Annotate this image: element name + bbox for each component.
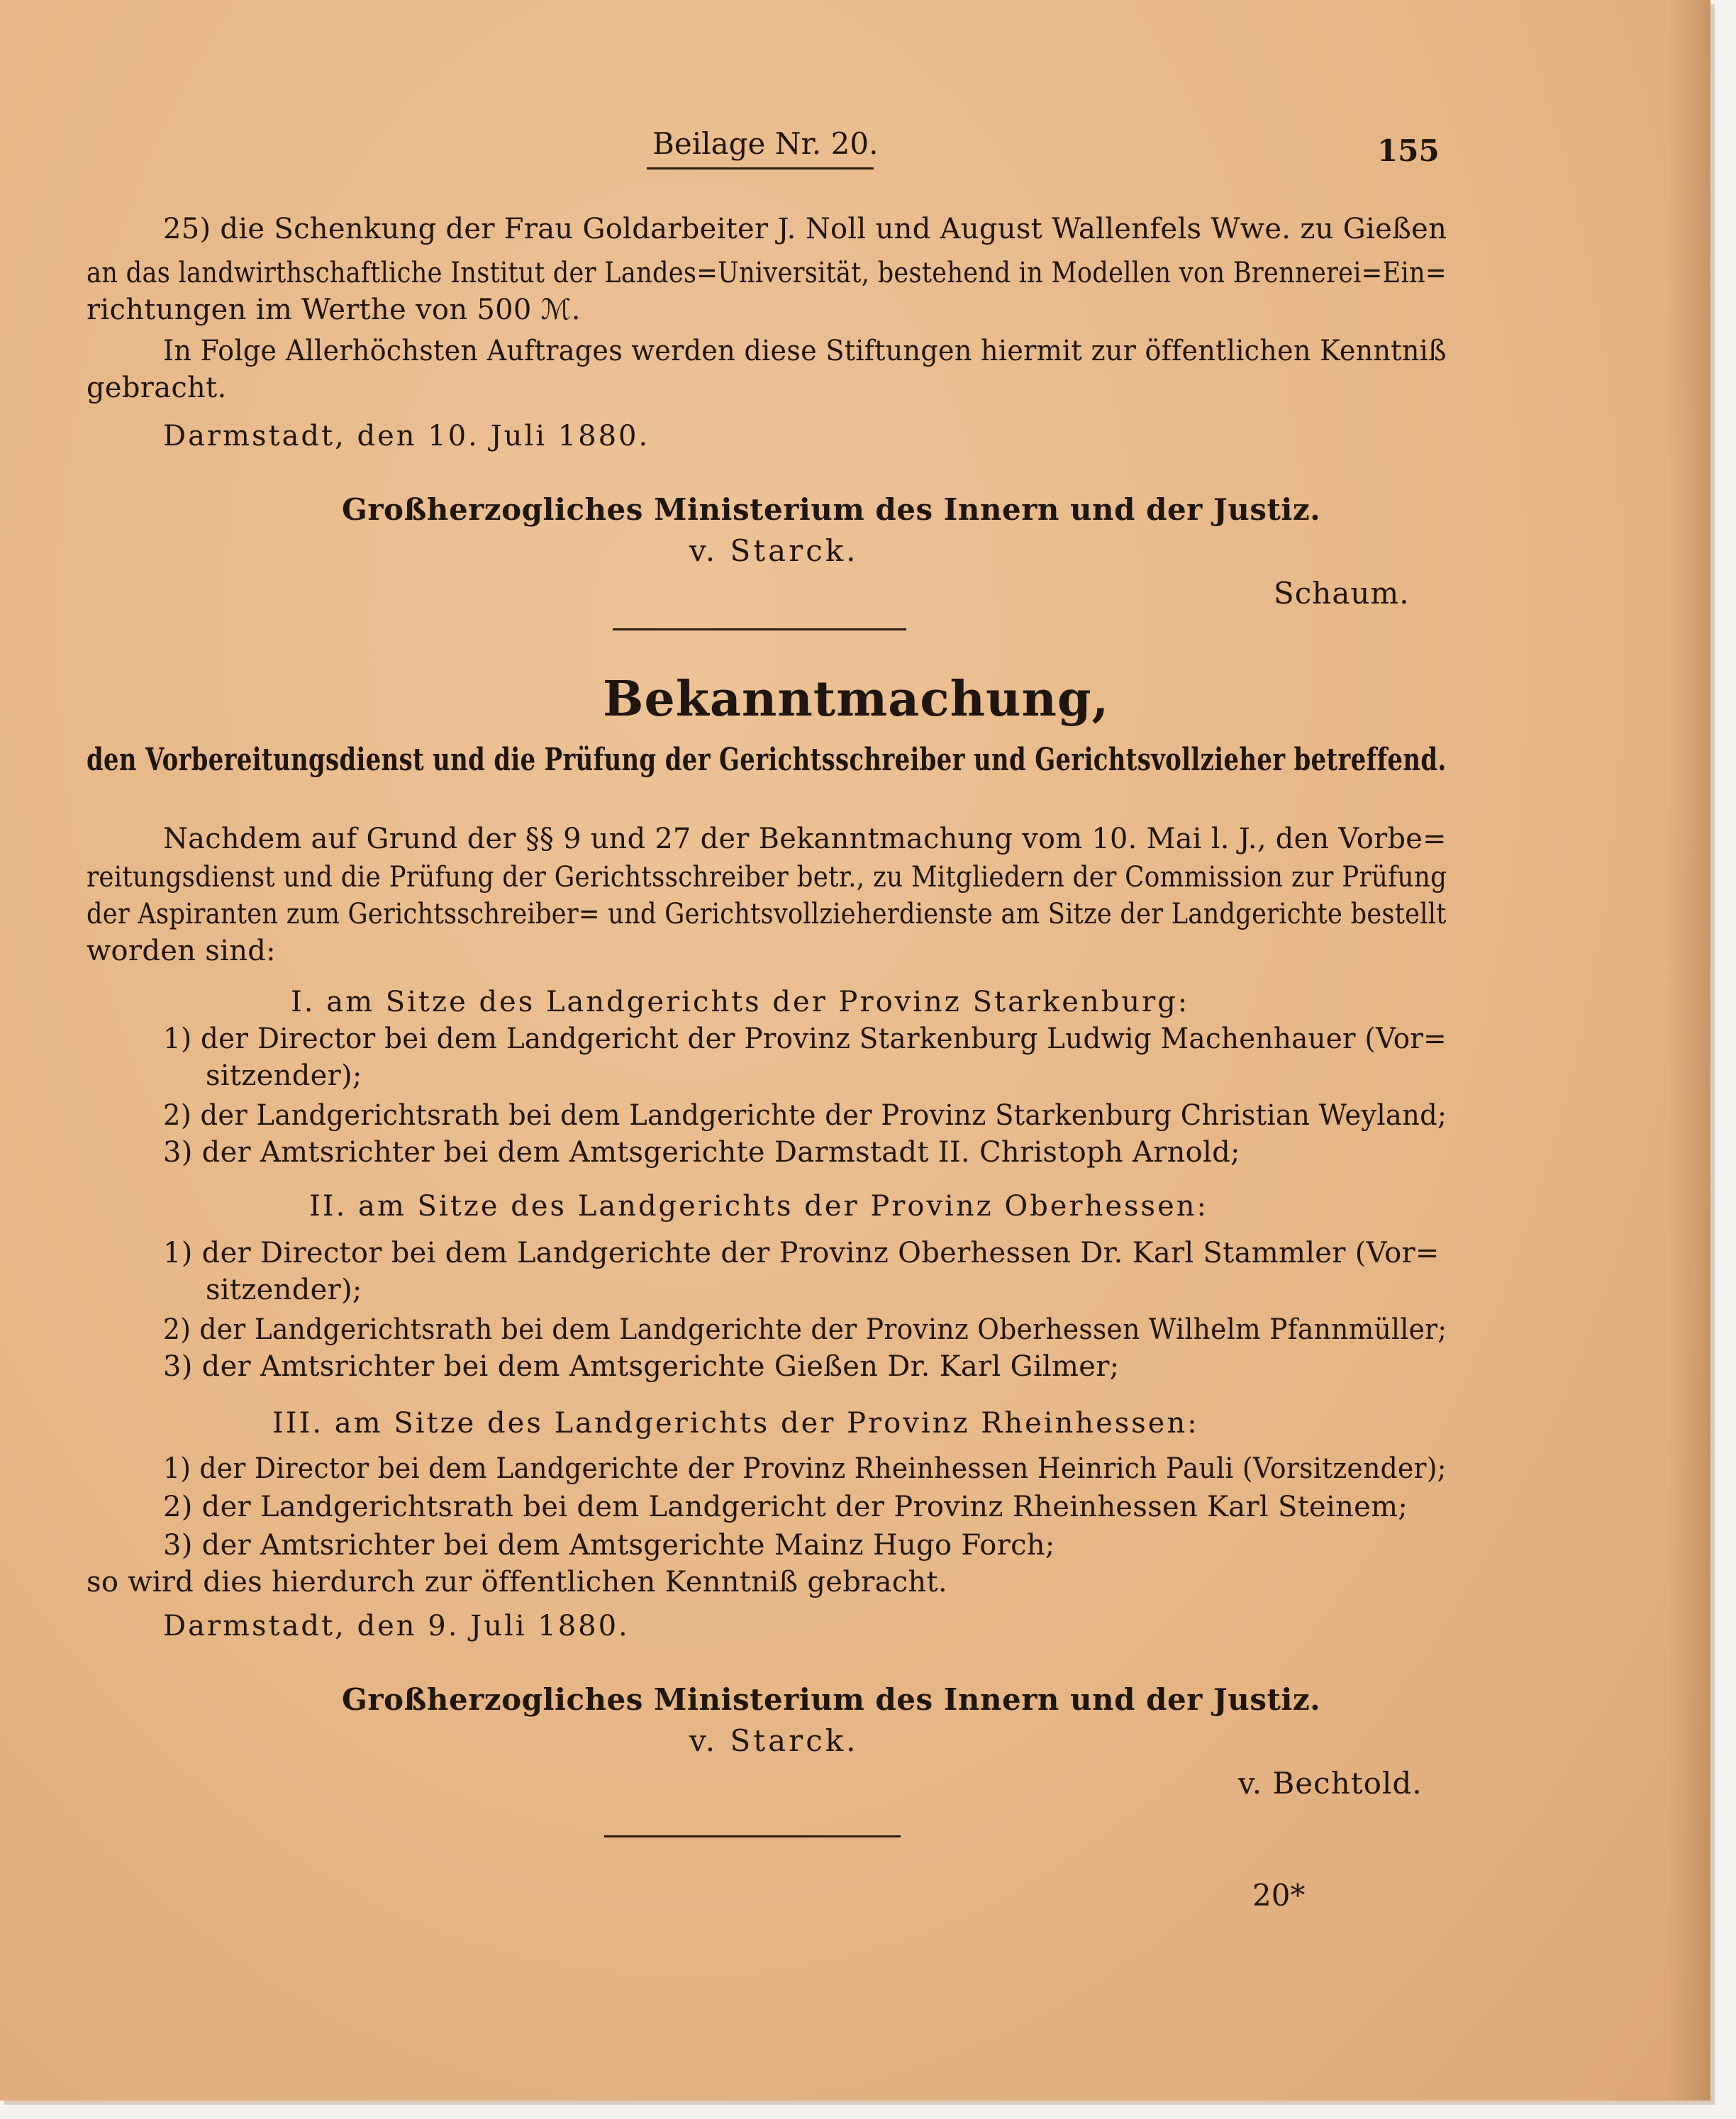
intro-line-3: der Aspiranten zum Gerichtsschreiber= und Gerichtsvollzieherdienste am Sitze der Landgerichte bestellt <box>87 898 1447 930</box>
section2-signature: v. Starck. <box>689 1723 859 1758</box>
group-2-line-3: 2) der Landgerichtsrath bei dem Landgerichte der Provinz Oberhessen Wilhelm Pfannmüller; <box>163 1313 1447 1346</box>
group-2-line-2: sitzender); <box>206 1274 362 1306</box>
section1-cosignature: Schaum. <box>1274 576 1410 611</box>
group-1-line-4: 3) der Amtsrichter bei dem Amtsgerichte Darmstadt II. Christoph Arnold; <box>163 1136 1240 1169</box>
page-edge-shadow <box>1668 0 1710 2101</box>
section1-signature: v. Starck. <box>689 533 859 568</box>
group-1-heading: I. am Sitze des Landgerichts der Provinz Starkenburg: <box>291 986 1190 1018</box>
intro-line-1: Nachdem auf Grund der §§ 9 und 27 der Bekanntmachung vom 10. Mai l. J., den Vorbe= <box>163 823 1447 855</box>
closing-line: so wird dies hierdurch zur öffentlichen Kenntniß gebracht. <box>87 1566 947 1598</box>
group-1-line-2: sitzender); <box>206 1060 362 1092</box>
section1-line-1: 25) die Schenkung der Frau Goldarbeiter J. Noll und August Wallenfels Wwe. zu Gießen <box>163 213 1447 245</box>
section2-date: Darmstadt, den 9. Juli 1880. <box>163 1610 630 1642</box>
group-2-heading: II. am Sitze des Landgerichts der Provinz Oberhessen: <box>309 1190 1208 1223</box>
announcement-title: Bekanntmachung, <box>603 671 1110 728</box>
section-divider-1 <box>613 628 906 630</box>
group-1-line-3: 2) der Landgerichtsrath bei dem Landgerichte der Provinz Starkenburg Christian Weyland; <box>163 1099 1447 1132</box>
section1-ministry: Großherzogliches Ministerium des Innern und der Justiz. <box>342 492 1321 527</box>
group-3-line-1: 1) der Director bei dem Landgerichte der Provinz Rheinhessen Heinrich Pauli (Vorsitzender); <box>163 1452 1447 1485</box>
section1-line-3: richtungen im Werthe von 500 ℳ. <box>87 294 581 326</box>
group-2-line-4: 3) der Amtsrichter bei dem Amtsgerichte Gießen Dr. Karl Gilmer; <box>163 1350 1120 1383</box>
header-title: Beilage Nr. 20. <box>652 126 879 161</box>
section1-line-4: In Folge Allerhöchsten Auftrages werden diese Stiftungen hiermit zur öffentlichen Kenntniß <box>163 335 1447 367</box>
group-3-heading: III. am Sitze des Landgerichts der Provinz Rheinhessen: <box>272 1407 1199 1440</box>
intro-line-4: worden sind: <box>87 935 276 967</box>
section1-line-2: an das landwirthschaftliche Institut der Landes=Universität, bestehend in Modellen von Brennerei=Ein= <box>87 257 1447 289</box>
section-divider-2 <box>604 1835 901 1837</box>
group-2-line-1: 1) der Director bei dem Landgerichte der Provinz Oberhessen Dr. Karl Stammler (Vor= <box>163 1237 1440 1269</box>
page-number: 155 <box>1377 133 1440 168</box>
intro-line-2: reitungsdienst und die Prüfung der Gerichtsschreiber betr., zu Mitgliedern der Commission zur Prüfung <box>87 861 1447 894</box>
section1-line-5: gebracht. <box>87 372 227 404</box>
group-1-line-1: 1) der Director bei dem Landgericht der Provinz Starkenburg Ludwig Machenhauer (Vor= <box>163 1023 1447 1055</box>
group-3-line-3: 3) der Amtsrichter bei dem Amtsgerichte Mainz Hugo Forch; <box>163 1529 1055 1562</box>
group-3-line-2: 2) der Landgerichtsrath bei dem Landgericht der Provinz Rheinhessen Karl Steinem; <box>163 1491 1408 1523</box>
section2-cosignature: v. Bechtold. <box>1238 1766 1423 1801</box>
signature-mark: 20* <box>1252 1878 1306 1913</box>
section1-date: Darmstadt, den 10. Juli 1880. <box>163 420 650 452</box>
header-underline <box>647 167 874 169</box>
announcement-subtitle: den Vorbereitungsdienst und die Prüfung der Gerichtsschreiber und Gerichtsvollzieher betreffend. <box>87 742 1447 778</box>
section2-ministry: Großherzogliches Ministerium des Innern und der Justiz. <box>342 1682 1321 1717</box>
